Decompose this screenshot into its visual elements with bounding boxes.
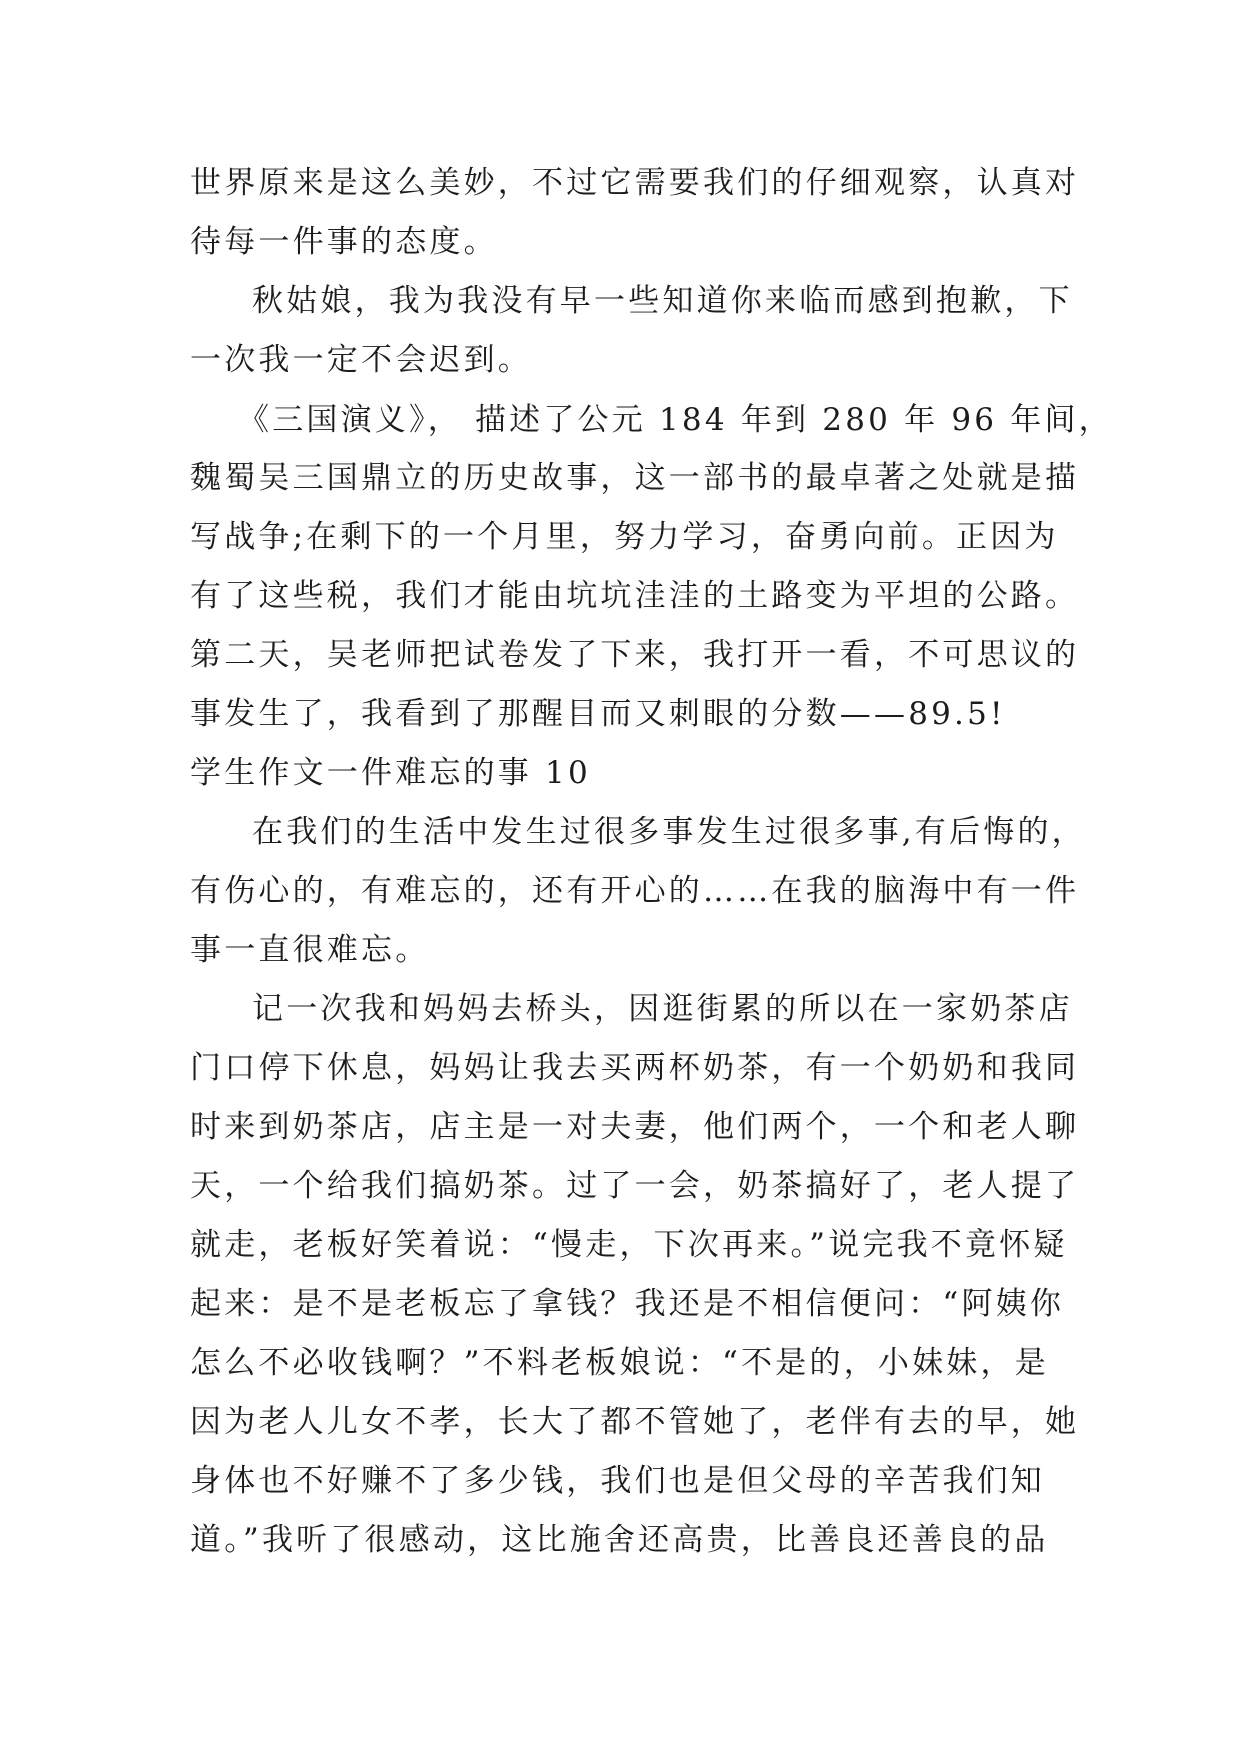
- text-line: 待每一件事的态度。: [190, 224, 498, 260]
- paragraph-start-line: 秋姑娘，我为我没有早一些知道你来临而感到抱歉，下: [252, 283, 1073, 319]
- text-line: 门口停下休息，妈妈让我去买两杯奶茶，有一个奶奶和我同: [190, 1050, 1080, 1086]
- text-line: 事发生了，我看到了那醒目而又刺眼的分数——89.5!: [190, 696, 1006, 732]
- section-heading: 学生作文一件难忘的事 10: [190, 755, 591, 791]
- text-line: 事一直很难忘。: [190, 932, 430, 968]
- text-line: 道。”我听了很感动，这比施舍还高贵，比善良还善良的品: [190, 1522, 1049, 1558]
- text-line: 身体也不好赚不了多少钱，我们也是但父母的辛苦我们知: [190, 1463, 1045, 1499]
- text-line: 第二天，吴老师把试卷发了下来，我打开一看，不可思议的: [190, 637, 1080, 673]
- text-line: 起来：是不是老板忘了拿钱？我还是不相信便问：“阿姨你: [190, 1286, 1065, 1322]
- text-line: 就走，老板好笑着说：“慢走，下次再来。”说完我不竟怀疑: [190, 1227, 1068, 1263]
- text-line: 写战争;在剩下的一个月里，努力学习，奋勇向前。正因为: [190, 519, 1059, 555]
- text-line: 世界原来是这么美妙，不过它需要我们的仔细观察，认真对: [190, 165, 1080, 201]
- text-line: 一次我一定不会迟到。: [190, 342, 532, 378]
- paragraph-start-line: 在我们的生活中发生过很多事发生过很多事,有后悔的，: [252, 814, 1086, 850]
- text-line: 有伤心的，有难忘的，还有开心的……在我的脑海中有一件: [190, 873, 1080, 909]
- text-line: 魏蜀吴三国鼎立的历史故事，这一部书的最卓著之处就是描: [190, 460, 1080, 496]
- text-line: 天，一个给我们搞奶茶。过了一会，奶茶搞好了，老人提了: [190, 1168, 1080, 1204]
- text-line: 时来到奶茶店，店主是一对夫妻，他们两个，一个和老人聊: [190, 1109, 1080, 1145]
- text-line: 因为老人儿女不孝，长大了都不管她了，老伴有去的早，她: [190, 1404, 1080, 1440]
- text-line: 有了这些税，我们才能由坑坑洼洼的土路变为平坦的公路。: [190, 578, 1080, 614]
- text-line: 怎么不必收钱啊？”不料老板娘说：“不是的，小妹妹，是: [190, 1345, 1049, 1381]
- paragraph-start-line: 《三国演义》， 描述了公元 184 年到 280 年 96 年间，: [238, 402, 1113, 438]
- paragraph-start-line: 记一次我和妈妈去桥头，因逛街累的所以在一家奶茶店: [252, 991, 1073, 1027]
